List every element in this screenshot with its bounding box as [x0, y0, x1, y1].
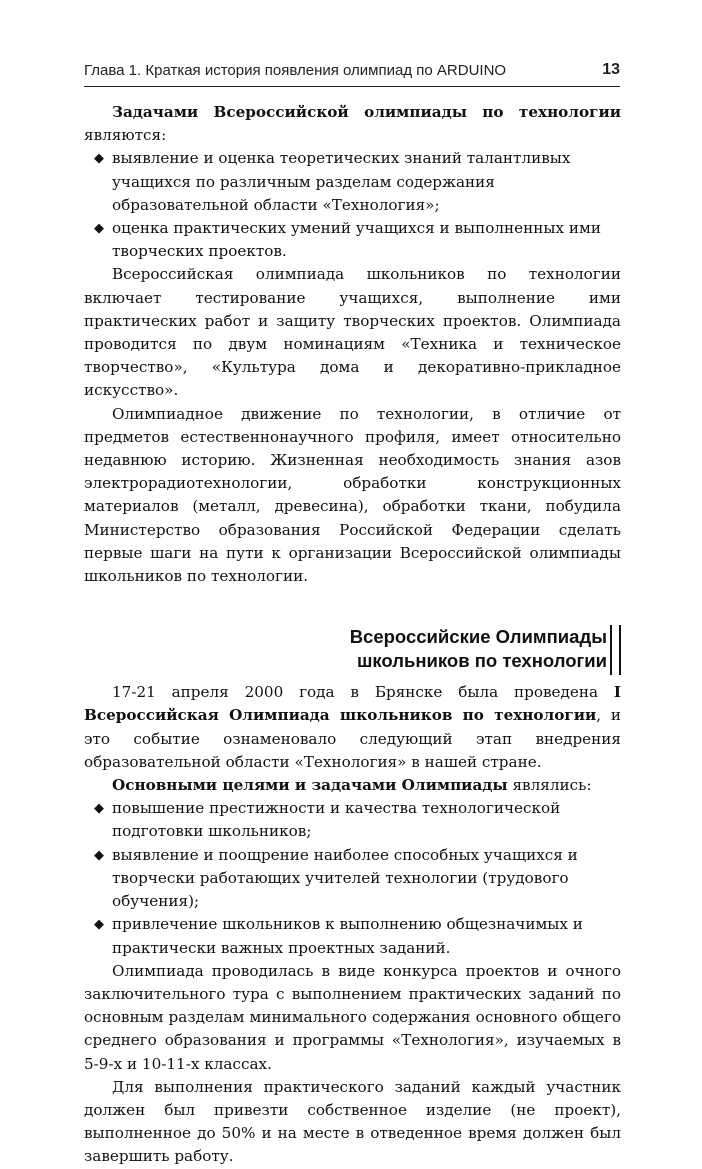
- diamond-bullet-icon: ◆: [94, 801, 104, 817]
- paragraph: Всероссийская олимпиада школьников по технологии включает тестирование учащихся, выполнение ими практических работ и защиту творческих проектов. Олимпиада проводится по двум номинациям «Техника и техническое творчество», «Культура дома и декоративно-прикладное искусство».: [84, 265, 621, 400]
- section-heading-line2: школьников по технологии: [356, 650, 607, 672]
- diamond-bullet-icon: ◆: [94, 221, 104, 237]
- intro-lead-bold: Задачами Всероссийской олимпиады по технологии: [112, 103, 621, 121]
- intro-bullet-list: [84, 147, 621, 263]
- diamond-bullet-icon: ◆: [94, 847, 104, 863]
- paragraph-bold: I Всероссийская Олимпиада школьников по технологии: [84, 683, 621, 725]
- list-item-text: повышение престижности и качества технологической подготовки школьников;: [112, 799, 561, 841]
- list-item: [84, 147, 621, 217]
- list-item: [84, 913, 621, 959]
- paragraph: Олимпиада проводилась в виде конкурса проектов и очного заключительного тура с выполнением практических заданий по основным разделам минимального содержания основного общего среднего образования и программы «Технология», изучаемых в 5-9-х и 10-11-х классах.: [84, 961, 621, 1073]
- list-item: [84, 797, 621, 843]
- section-heading: [84, 625, 621, 673]
- paragraph: Олимпиадное движение по технологии, в отличие от предметов естественнонаучного профиля, имеет относительно недавнюю историю. Жизненная необходимость знания азов электрорадиотехнологии, обработки конструкционных материалов (металл, древесина), обработки ткани, побудила Министерство образования Российской Федерации сделать первые шаги на пути к организации Всероссийской олимпиады школьников по технологии.: [84, 404, 621, 586]
- list-item-text: привлечение школьников к выполнению общезначимых и практически важных проектных заданий.: [112, 915, 583, 957]
- paragraph-end: , и это событие ознаменовало следующий этап внедрения образовательной области «Технология» в нашей стране.: [84, 706, 621, 771]
- goals-lead-rest: являлись:: [507, 776, 592, 795]
- diamond-bullet-icon: ◆: [94, 917, 104, 933]
- list-item-text: оценка практических умений учащихся и выполненных ими творческих проектов.: [112, 219, 601, 261]
- page-body: [84, 101, 621, 1169]
- intro-lead: [84, 101, 621, 147]
- list-item: [84, 844, 621, 914]
- running-header: [84, 60, 620, 87]
- goals-lead-bold: Основными целями и задачами Олимпиады: [112, 776, 508, 795]
- paragraph: Для выполнения практического заданий каждый участник должен был привезти собственное изделие (не проект), выполненное до 50% и на месте в отведенное время должен был завершить работу.: [84, 1077, 621, 1166]
- goals-bullet-list: [84, 797, 621, 959]
- list-item-text: выявление и поощрение наиболее способных учащихся и творчески работающих учителей технологии (трудового обучения);: [112, 845, 578, 911]
- section-heading-line1: Всероссийские Олимпиады: [349, 626, 607, 648]
- paragraph-start: 17-21 апреля 2000 года в Брянске была проведена: [112, 683, 614, 702]
- paragraph: [84, 681, 621, 774]
- goals-lead: [84, 774, 621, 797]
- diamond-bullet-icon: ◆: [94, 151, 104, 167]
- double-bar-icon: [610, 625, 621, 675]
- intro-lead-rest: являются:: [84, 126, 167, 145]
- list-item: [84, 217, 621, 263]
- chapter-title: Глава 1. Краткая история появления олимпиад по ARDUINO: [84, 62, 507, 79]
- list-item-text: выявление и оценка теоретических знаний талантливых учащихся по различным разделам содержания образовательной области «Технология»;: [112, 149, 571, 214]
- page-number: 13: [602, 61, 620, 78]
